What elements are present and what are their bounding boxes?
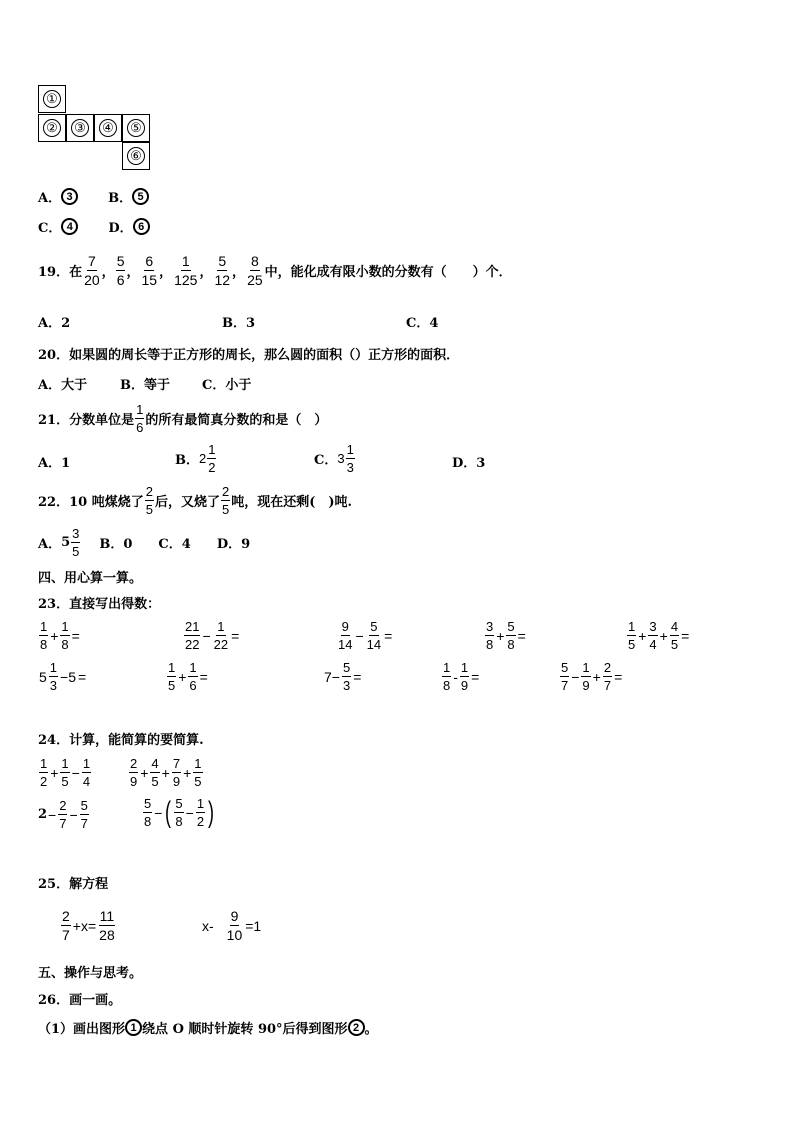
q21-option-c[interactable]: C． 3 $\frac{1}{3}$ xyxy=(314,442,354,475)
q22-option-c[interactable]: C．4 xyxy=(158,537,191,552)
q25-title: 25．解方程 xyxy=(38,877,109,892)
section-5-heading: 五、操作与思考。 xyxy=(38,966,143,981)
q20-option-b[interactable]: B．等于 xyxy=(120,378,170,393)
q19-frac-2: $\frac{5}{6}$ xyxy=(116,253,125,288)
q23-item-4: $\frac{3}{8}$ + $\frac{5}{8}$ = xyxy=(486,619,526,652)
q22-option-a[interactable]: A． 5 $\frac{3}{5}$ xyxy=(38,526,80,559)
net-cell-6: ⑥ xyxy=(122,142,150,170)
q24-item-3: 2 − $\frac{2}{7}$ − $\frac{5}{7}$ xyxy=(38,798,88,831)
q18-option-d-value: 6 xyxy=(133,218,150,235)
q18-options-row2 xyxy=(38,217,150,236)
q26-sub1: （1）画出图形 1 绕点 O 顺时针旋转 90°后得到图形 2 。 xyxy=(38,1018,378,1037)
q22-option-b[interactable]: B．0 xyxy=(99,537,133,552)
net-cell-5: ⑤ xyxy=(122,114,150,142)
q21-question: 21．分数单位是 $\frac{1}{6}$ 的所有最简真分数的和是（ ） xyxy=(38,402,328,435)
net-cell-3: ③ xyxy=(66,114,94,142)
q23-item-3: $\frac{9}{14}$ − $\frac{5}{14}$ = xyxy=(338,619,393,652)
q25-equation-1: $\frac{2}{7}$ +x= $\frac{11}{28}$ xyxy=(62,908,115,943)
q23-title: 23．直接写出得数： xyxy=(38,597,161,612)
q20-option-c[interactable]: C．小于 xyxy=(202,378,252,393)
q22-option-d[interactable]: D．9 xyxy=(216,537,251,552)
q19-option-a[interactable]: A．2 xyxy=(38,316,71,331)
section-4-heading: 四、用心算一算。 xyxy=(38,571,143,586)
q23-item-9: $\frac{1}{8}$ - $\frac{1}{9}$ = xyxy=(443,660,480,693)
q23-item-5: $\frac{1}{5}$ + $\frac{3}{4}$ + $\frac{4}{5}$ = xyxy=(628,619,690,652)
figure-1-label: 1 xyxy=(125,1019,142,1036)
q24-title: 24．计算，能简算的要简算. xyxy=(38,733,204,748)
q20-option-a[interactable]: A．大于 xyxy=(38,378,88,393)
q19-option-b[interactable]: B．3 xyxy=(222,316,256,331)
q18-option-a-value: 3 xyxy=(61,188,78,205)
q21-option-a[interactable]: A．1 xyxy=(38,456,71,471)
q23-item-10: $\frac{5}{7}$ − $\frac{1}{9}$ + $\frac{2}{7}$ = xyxy=(561,660,623,693)
q18-option-c[interactable]: C． xyxy=(38,221,62,236)
q22-question: 22．10 吨煤烧了 $\frac{2}{5}$ 后，又烧了 $\frac{2}{5}$ 吨，现在还剩( )吨. xyxy=(38,484,353,517)
q19-frac-3: $\frac{6}{15}$ xyxy=(141,253,158,288)
q18-option-a[interactable]: A． xyxy=(38,191,62,206)
q19-question: 19．在 $\frac{7}{20}$ ， $\frac{5}{6}$ ， $\frac{6}{15}$ ， $\frac{1}{125}$ ， $\frac{5}{12}$ ， $\frac{8}{25}$ 中，能化成有限小数的分数有（ ）个． xyxy=(38,253,512,288)
figure-2-label: 2 xyxy=(348,1019,365,1036)
q22-options xyxy=(38,527,250,558)
q18-option-d[interactable]: D． xyxy=(108,221,133,236)
q18-options-row1 xyxy=(38,187,149,206)
q20-question: 20．如果圆的周长等于正方形的周长，那么圆的面积（）正方形的面积． xyxy=(38,348,460,363)
q23-item-1: $\frac{1}{8}$ + $\frac{1}{8}$ = xyxy=(40,619,80,652)
q21-option-b[interactable]: B． 2 $\frac{1}{2}$ xyxy=(175,442,216,475)
q24-item-2: $\frac{2}{9}$ + $\frac{4}{5}$ + $\frac{7}{9}$ + $\frac{1}{5}$ xyxy=(130,756,202,789)
q19-frac-6: $\frac{8}{25}$ xyxy=(247,253,263,288)
q25-equation-2: x- $\frac{9}{10}$ =1 xyxy=(202,908,262,943)
net-cell-2: ② xyxy=(38,114,66,142)
q26-title: 26．画一画。 xyxy=(38,993,122,1008)
q19-option-c[interactable]: C．4 xyxy=(406,316,439,331)
q21-frac: $\frac{1}{6}$ xyxy=(136,402,144,435)
q21-option-d[interactable]: D．3 xyxy=(452,456,486,471)
q24-item-1: $\frac{1}{2}$ + $\frac{1}{5}$ − $\frac{1}{4}$ xyxy=(40,756,91,789)
q23-item-6: 5 $\frac{1}{3}$ −5 = xyxy=(39,660,87,693)
q24-item-4: $\frac{5}{8}$ − ( $\frac{5}{8}$ − $\frac{1}{2}$ ) xyxy=(144,795,215,829)
q19-frac-4: $\frac{1}{125}$ xyxy=(174,253,198,288)
q18-option-b-value: 5 xyxy=(132,188,149,205)
q19-frac-1: $\frac{7}{20}$ xyxy=(84,253,100,288)
net-cell-1: ① xyxy=(38,85,66,113)
q18-option-c-value: 4 xyxy=(61,218,78,235)
q23-item-2: $\frac{21}{22}$ − $\frac{1}{22}$ = xyxy=(185,619,240,652)
q18-option-b[interactable]: B． xyxy=(108,191,133,206)
q19-frac-5: $\frac{5}{12}$ xyxy=(214,253,231,288)
net-cell-4: ④ xyxy=(94,114,122,142)
q23-item-8: 7− $\frac{5}{3}$ = xyxy=(324,660,362,693)
q23-item-7: $\frac{1}{5}$ + $\frac{1}{6}$ = xyxy=(168,660,208,693)
